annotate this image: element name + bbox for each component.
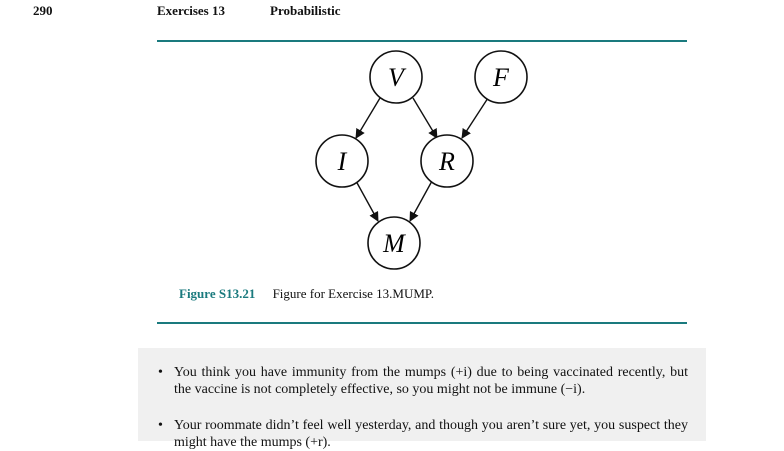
figure-caption-text: Figure for Exercise 13.MUMP. <box>272 286 434 301</box>
node-i-label: I <box>337 147 347 176</box>
node-i <box>316 135 368 187</box>
figure-caption <box>179 286 434 302</box>
node-r <box>421 135 473 187</box>
node-m-label: M <box>383 229 405 258</box>
node-m <box>368 217 420 269</box>
node-f-label: F <box>493 63 509 92</box>
bottom-rule <box>157 322 687 324</box>
edge-f-to-r <box>462 98 488 138</box>
node-r-label: R <box>439 147 455 176</box>
node-v <box>370 51 422 103</box>
edge-r-to-m <box>410 181 432 221</box>
bullet-text: You think you have immunity from the mumps (+i) due to being vaccinated recently, but the vaccine is not completely effective, so you might not be immune (−i). <box>174 365 688 397</box>
bullet-dot: • <box>158 418 163 433</box>
node-f <box>475 51 527 103</box>
bullet-text: Your roommate didn’t feel well yesterday, and though you aren’t sure yet, you suspect they might have the mumps (+r). <box>174 418 688 450</box>
node-v-label: V <box>388 63 404 92</box>
bullet-list <box>138 348 706 450</box>
edge-i-to-m <box>356 181 378 221</box>
edge-v-to-r <box>413 98 437 138</box>
page-number: 290 <box>33 3 53 18</box>
figure-caption-label: Figure S13.21 <box>179 286 256 301</box>
bullet-dot: • <box>158 365 163 380</box>
header-title: Probabilistic <box>270 3 341 18</box>
header-chapter: Exercises 13 <box>157 3 225 18</box>
edge-v-to-i <box>356 98 380 138</box>
bullet-item <box>158 417 688 451</box>
bullet-item <box>158 364 688 398</box>
